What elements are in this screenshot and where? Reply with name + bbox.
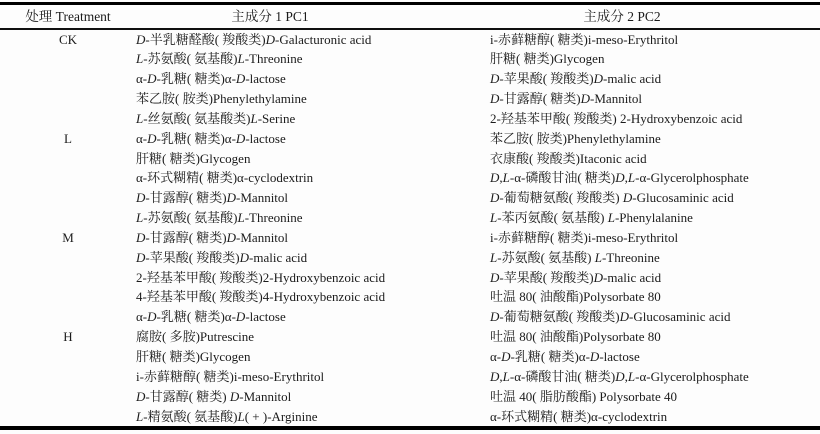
table-row bbox=[0, 307, 820, 327]
pc2-cell: D-苹果酸( 羧酸类)D-malic acid bbox=[490, 71, 662, 87]
table-row bbox=[0, 129, 820, 149]
pc1-cell: 肝糖( 糖类)Glycogen bbox=[136, 349, 251, 364]
treatment-cell bbox=[0, 69, 136, 89]
treatment-cell bbox=[0, 407, 136, 427]
pc1-cell: 肝糖( 糖类)Glycogen bbox=[136, 150, 251, 166]
pc1-cell: 4-羟基苯甲酸( 羧酸类)4-Hydroxybenzoic acid bbox=[136, 289, 386, 305]
pc2-cell: D-苹果酸( 羧酸类)D-malic acid bbox=[490, 269, 662, 285]
pc1-cell: D-甘露醇( 糖类) D-Mannitol bbox=[136, 388, 292, 404]
table-row bbox=[0, 327, 820, 347]
pc2-cell: i-赤藓糖醇( 糖类)i-meso-Erythritol bbox=[490, 31, 679, 47]
treatment-cell bbox=[0, 387, 136, 407]
pc2-cell: α-环式糊精( 糖类)α-cyclodextrin bbox=[490, 408, 668, 424]
pc1-cell: 2-羟基苯甲酸( 羧酸类)2-Hydroxybenzoic acid bbox=[136, 269, 386, 285]
table-body bbox=[0, 30, 820, 427]
treatment-cell bbox=[0, 109, 136, 129]
pc2-cell: D,L-α-磷酸甘油( 糖类)D,L-α-Glycerolphosphate bbox=[490, 170, 749, 186]
paper-table bbox=[0, 2, 820, 434]
pc1-cell: α-D-乳糖( 糖类)α-D-lactose bbox=[136, 130, 286, 146]
table-row bbox=[0, 188, 820, 208]
treatment-cell: L bbox=[64, 130, 72, 146]
treatment-cell bbox=[0, 367, 136, 387]
table-row bbox=[0, 208, 820, 228]
table-row bbox=[0, 248, 820, 268]
pc1-cell: D-甘露醇( 糖类)D-Mannitol bbox=[136, 229, 289, 245]
pc2-cell: 2-羟基苯甲酸( 羧酸类) 2-Hydroxybenzoic acid bbox=[490, 110, 743, 126]
pc2-cell: 吐温 80( 油酸酯)Polysorbate 80 bbox=[490, 329, 661, 345]
table-bottom-rule bbox=[0, 426, 820, 430]
table-row bbox=[0, 228, 820, 248]
pc2-cell: D,L-α-磷酸甘油( 糖类)D,L-α-Glycerolphosphate bbox=[490, 368, 749, 384]
treatment-cell bbox=[0, 208, 136, 228]
table-row bbox=[0, 347, 820, 367]
treatment-cell: M bbox=[62, 229, 74, 245]
pc1-cell: i-赤藓糖醇( 糖类)i-meso-Erythritol bbox=[136, 368, 325, 384]
pc1-cell: α-D-乳糖( 糖类)α-D-lactose bbox=[136, 309, 286, 325]
table-row bbox=[0, 149, 820, 169]
pc1-cell: 腐胺( 多胺)Putrescine bbox=[136, 329, 255, 345]
treatment-cell bbox=[0, 268, 136, 288]
header-pc1: 主成分 1 PC1 bbox=[231, 9, 309, 24]
pc2-cell: D-甘露醇( 糖类)D-Mannitol bbox=[490, 91, 643, 107]
pc1-cell: L-精氨酸( 氨基酸)L( + )-Arginine bbox=[136, 408, 318, 424]
treatment-cell bbox=[0, 347, 136, 367]
pc2-cell: 吐温 40( 脂肪酸酯) Polysorbate 40 bbox=[490, 388, 678, 404]
treatment-cell bbox=[0, 49, 136, 69]
treatment-cell bbox=[0, 89, 136, 109]
pc1-cell: L-苏氨酸( 氨基酸)L-Threonine bbox=[136, 51, 303, 67]
treatment-cell bbox=[0, 307, 136, 327]
pc2-cell: 吐温 80( 油酸酯)Polysorbate 80 bbox=[490, 289, 661, 305]
header-pc2: 主成分 2 PC2 bbox=[583, 9, 661, 24]
pc2-cell: α-D-乳糖( 糖类)α-D-lactose bbox=[490, 349, 640, 364]
treatment-cell: CK bbox=[58, 31, 78, 47]
table-row bbox=[0, 168, 820, 188]
pc2-cell: L-苯丙氨酸( 氨基酸) L-Phenylalanine bbox=[490, 210, 693, 226]
pc1-cell: D-苹果酸( 羧酸类)D-malic acid bbox=[136, 249, 308, 265]
pc1-cell: L-丝氨酸( 氨基酸类)L-Serine bbox=[136, 110, 296, 126]
treatment-cell bbox=[0, 248, 136, 268]
table-row bbox=[0, 287, 820, 307]
pc1-cell: α-D-乳糖( 糖类)α-D-lactose bbox=[136, 71, 286, 87]
pc2-cell: D-葡萄糖氨酸( 羧酸类) D-Glucosaminic acid bbox=[490, 190, 734, 206]
pc2-cell: 肝糖( 糖类)Glycogen bbox=[490, 51, 605, 67]
table-row bbox=[0, 30, 820, 50]
pc1-cell: 苯乙胺( 胺类)Phenylethylamine bbox=[136, 91, 307, 107]
table-row bbox=[0, 387, 820, 407]
table-row bbox=[0, 407, 820, 427]
pc2-cell: 苯乙胺( 胺类)Phenylethylamine bbox=[490, 130, 661, 146]
treatment-cell bbox=[0, 149, 136, 169]
treatment-cell bbox=[0, 287, 136, 307]
pc2-cell: 衣康酸( 羧酸类)Itaconic acid bbox=[490, 150, 647, 166]
table-row bbox=[0, 367, 820, 387]
table-header-row bbox=[0, 5, 820, 28]
table-row bbox=[0, 89, 820, 109]
pc2-cell: i-赤藓糖醇( 糖类)i-meso-Erythritol bbox=[490, 229, 679, 245]
table-row bbox=[0, 268, 820, 288]
pc1-cell: α-环式糊精( 糖类)α-cyclodextrin bbox=[136, 170, 314, 186]
treatment-cell: H bbox=[63, 329, 73, 345]
pc2-cell: D-葡萄糖氨酸( 羧酸类)D-Glucosaminic acid bbox=[490, 309, 731, 325]
treatment-cell bbox=[0, 188, 136, 208]
pc2-cell: L-苏氨酸( 氨基酸) L-Threonine bbox=[490, 249, 660, 265]
table-row bbox=[0, 49, 820, 69]
table-row bbox=[0, 109, 820, 129]
header-treatment: 处理 Treatment bbox=[25, 9, 111, 24]
treatment-cell bbox=[0, 168, 136, 188]
pc1-cell: L-苏氨酸( 氨基酸)L-Threonine bbox=[136, 210, 303, 226]
pc1-cell: D-甘露醇( 糖类)D-Mannitol bbox=[136, 190, 289, 206]
pc1-cell: D-半乳糖醛酸( 羧酸类)D-Galacturonic acid bbox=[136, 31, 372, 47]
table-row bbox=[0, 69, 820, 89]
